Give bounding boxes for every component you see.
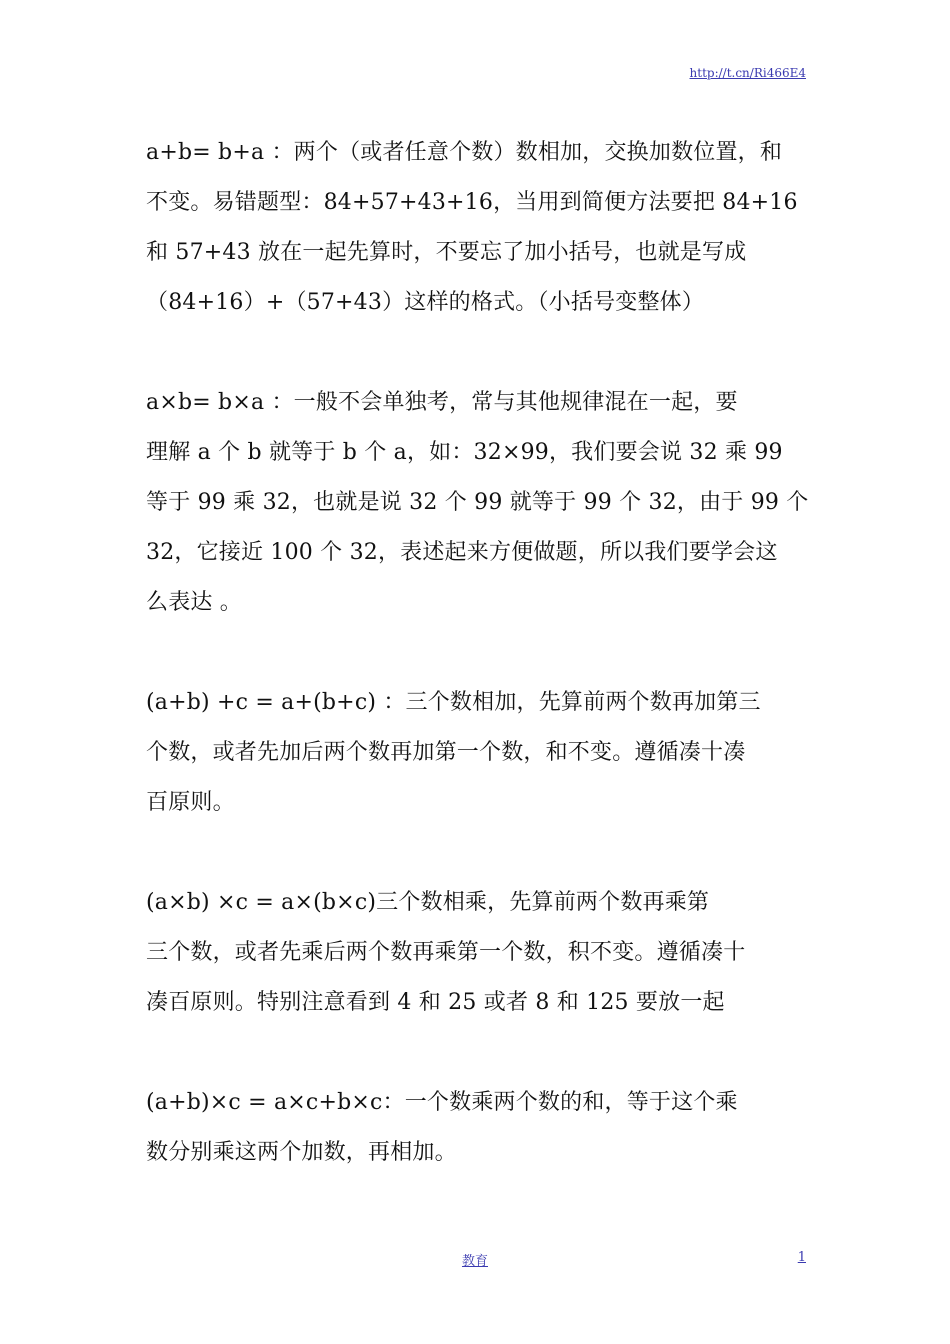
paragraph-multiplication-commutative: [146, 378, 811, 628]
text-line: 32，它接近 100 个 32，表述起来方便做题，所以我们要学会这: [146, 540, 778, 565]
text-line: 么表达 。: [146, 590, 242, 615]
text-line: (a×b) ×c = a×(b×c)三个数相乘，先算前两个数再乘第: [146, 890, 710, 915]
text-line: 百原则。: [146, 790, 235, 815]
paragraph-distributive: [146, 1078, 811, 1178]
text-line: 数分别乘这两个加数，再相加。: [146, 1140, 457, 1165]
text-line: (a+b) +c = a+(b+c) ：三个数相加，先算前两个数再加第三: [146, 690, 761, 715]
text-line: 凑百原则。特别注意看到 4 和 25 或者 8 和 125 要放一起: [146, 990, 725, 1015]
text-line: 个数，或者先加后两个数再加第一个数，和不变。遵循凑十凑: [146, 740, 746, 765]
paragraph-addition-associative: [146, 678, 811, 828]
paragraph-addition-commutative: [146, 128, 811, 328]
document-body: [146, 128, 811, 1228]
text-line: a×b= b×a ：一般不会单独考，常与其他规律混在一起，要: [146, 390, 738, 415]
text-line: 理解 a 个 b 就等于 b 个 a，如：32×99，我们要会说 32 乘 99: [146, 440, 783, 465]
header-source-link[interactable]: http://t.cn/Ri466E4: [689, 66, 806, 80]
text-line: a+b= b+a ：两个（或者任意个数）数相加，交换加数位置，和: [146, 140, 783, 165]
text-line: 和 57+43 放在一起先算时，不要忘了加小括号，也就是写成: [146, 240, 747, 265]
text-line: （84+16）+（57+43）这样的格式。（小括号变整体）: [146, 290, 705, 315]
text-line: 不变。易错题型：84+57+43+16，当用到简便方法要把 84+16: [146, 190, 798, 215]
text-line: 三个数，或者先乘后两个数再乘第一个数，积不变。遵循凑十: [146, 940, 746, 965]
text-line: 等于 99 乘 32，也就是说 32 个 99 就等于 99 个 32，由于 99 个: [146, 490, 809, 515]
paragraph-multiplication-associative: [146, 878, 811, 1028]
footer-category-link[interactable]: 教育: [461, 1254, 488, 1269]
text-line: (a+b)×c = a×c+b×c：一个数乘两个数的和，等于这个乘: [146, 1090, 738, 1115]
footer-page-number[interactable]: 1: [797, 1250, 806, 1265]
